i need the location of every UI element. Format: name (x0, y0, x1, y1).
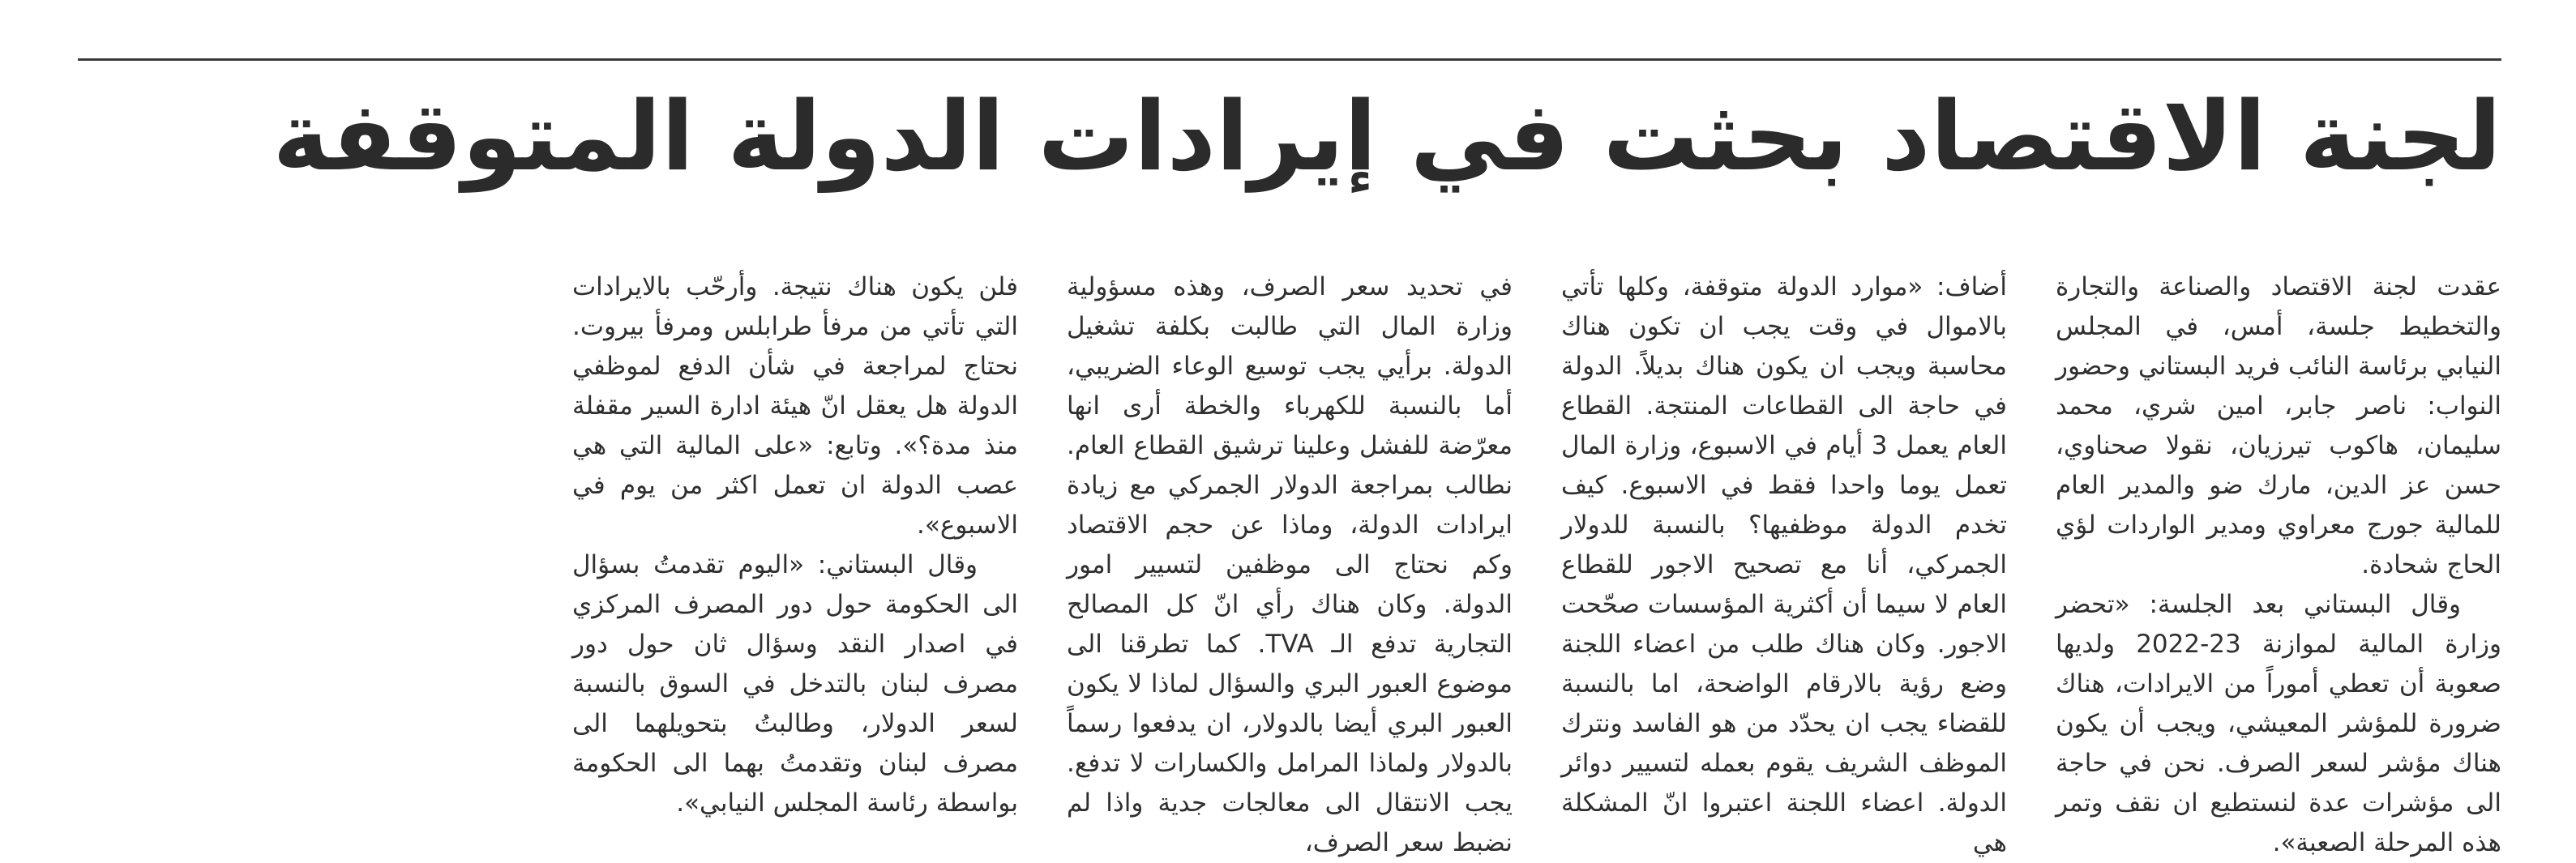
article-column-3 (1067, 267, 1513, 857)
paragraph: عقدت لجنة الاقتصاد والصناعة والتجارة والتخطيط جلسة، أمس، في المجلس النيابي برئاسة النائب فريد البستاني وحضور النواب: ناصر جابر، امين شري، محمد سليمان، هاكوب تيرزيان، نقولا صحناوي، حسن عز الدين، مارك ضو والمدير العام للمالية جورج معراوي ومدير الواردات لؤي الحاج شحادة. (2056, 272, 2501, 579)
paragraph: فلن يكون هناك نتيجة. وأرحّب بالايرادات التي تأتي من مرفأ طرابلس ومرفأ بيروت. نحتاج لمراجعة في شأن الدفع لموظفي الدولة هل يعقل انّ هيئة ادارة السير مقفلة منذ مدة؟». وتابع: «على المالية التي هي عصب الدولة ان تعمل اكثر من يوم في الاسبوع». (572, 272, 1018, 540)
article-body (78, 267, 2502, 857)
paragraph: أضاف: «موارد الدولة متوقفة، وكلها تأتي بالاموال في وقت يجب ان تكون هناك محاسبة ويجب ان يكون هناك بديلاً. الدولة في حاجة الى القطاعات المنتجة. القطاع العام يعمل 3 أيام في الاسبوع، وزارة المال تعمل يوما واحدا فقط في الاسبوع. كيف تخدم الدولة موظفيها؟ بالنسبة للدولار الجمركي، أنا مع تصحيح الاجور للقطاع العام لا سيما أن أكثرية المؤسسات صحّحت الاجور. وكان هناك طلب من اعضاء اللجنة وضع رؤية بالارقام الواضحة، اما بالنسبة للقضاء يجب ان يحدّد من هو الفاسد ونترك الموظف الشريف يقوم بعمله لتسيير دوائر الدولة. اعضاء اللجنة اعتبروا انّ المشكلة هي (1561, 272, 2007, 857)
article-column-2 (1561, 267, 2007, 857)
paragraph: وقال البستاني بعد الجلسة: «تحضر وزارة المالية لموازنة 23-2022 ولديها صعوبة أن تعطي أموراً من الايرادات، هناك ضرورة للمؤشر المعيشي، ويجب أن يكون هناك مؤشر لسعر الصرف. نحن في حاجة الى مؤشرات عدة لنستطيع ان نقف وتمر هذه المرحلة الصعبة». (2056, 590, 2502, 857)
article-column-1 (2056, 267, 2502, 857)
top-rule (78, 58, 2501, 61)
article-column-4 (572, 267, 1018, 835)
article-headline: لجنة الاقتصاد بحثت في إيرادات الدولة المتوقفة (272, 80, 2501, 192)
paragraph: في تحديد سعر الصرف، وهذه مسؤولية وزارة المال التي طالبت بكلفة تشغيل الدولة. برأيي يجب توسيع الوعاء الضريبي، أما بالنسبة للكهرباء والخطة أرى انها معرّضة للفشل وعلينا ترشيق القطاع العام. نطالب بمراجعة الدولار الجمركي مع زيادة ايرادات الدولة، وماذا عن حجم الاقتصاد وكم نحتاج الى موظفين لتسيير امور الدولة. وكان هناك رأي انّ كل المصالح التجارية تدفع الـ TVA. كما تطرقنا الى موضوع العبور البري والسؤال لماذا لا يكون العبور البري أيضا بالدولار، ان يدفعوا رسماً بالدولار ولماذا المرامل والكسارات لا تدفع. يجب الانتقال الى معالجات جدية واذا لم نضبط سعر الصرف، (1067, 272, 1513, 857)
paragraph: وقال البستاني: «اليوم تقدمتُ بسؤال الى الحكومة حول دور المصرف المركزي في اصدار النقد وسؤال ثان حول دور مصرف لبنان بالتدخل في السوق بالنسبة لسعر الدولار، وطالبتُ بتحويلهما الى مصرف لبنان وتقدمتُ بهما الى الحكومة بواسطة رئاسة المجلس النيابي». (572, 550, 1018, 818)
